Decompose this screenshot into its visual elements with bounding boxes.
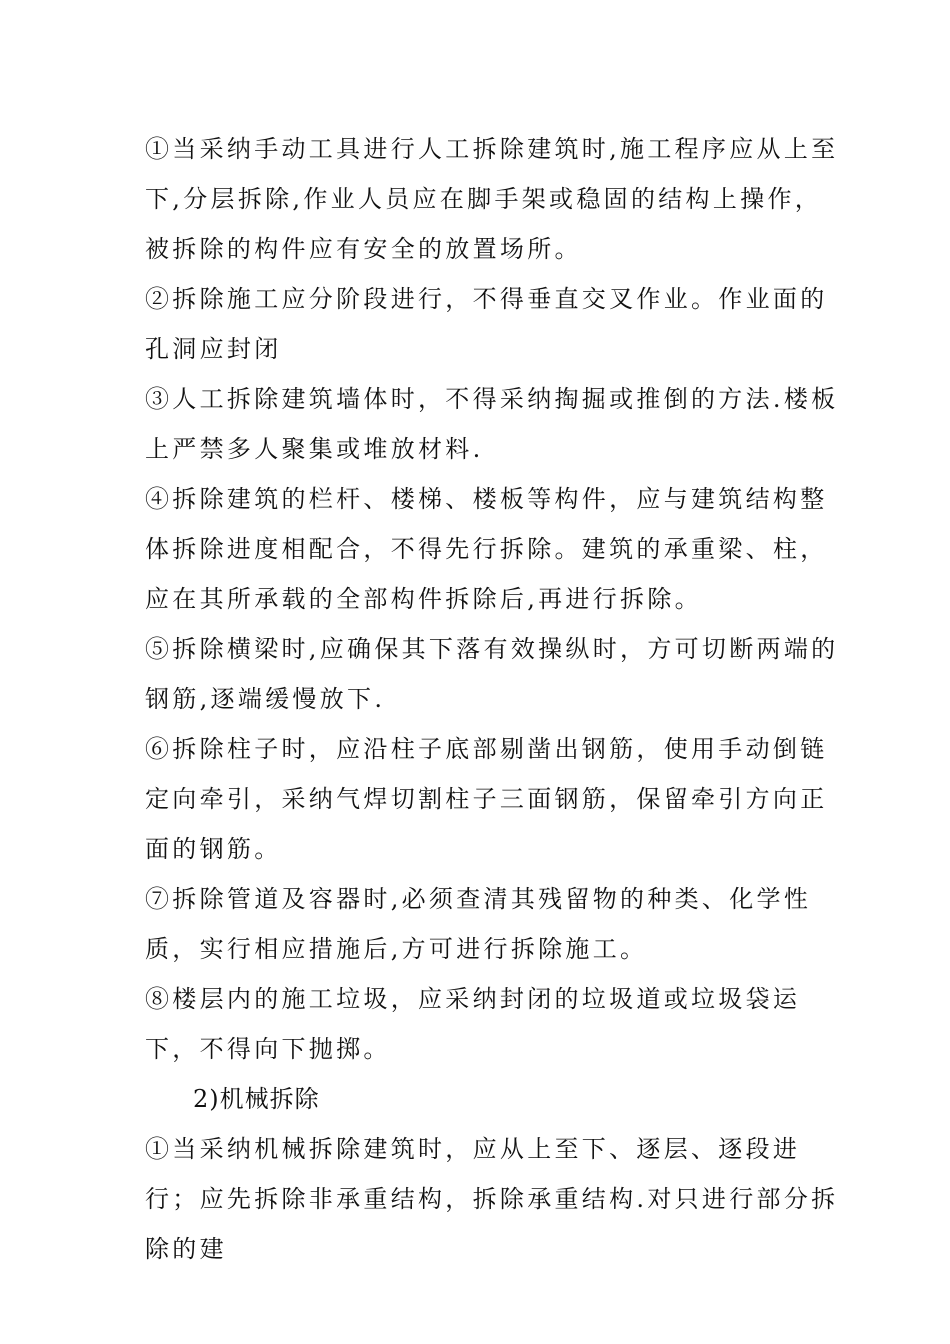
paragraph-7: ⑦拆除管道及容器时,必须查清其残留物的种类、化学性质，实行相应措施后,方可进行拆除施工。 bbox=[145, 885, 812, 963]
paragraph-5: ⑤拆除横梁时,应确保其下落有效操纵时，方可切断两端的钢筋,逐端缓慢放下. bbox=[145, 635, 839, 713]
paragraph-4: ④拆除建筑的栏杆、楼梯、楼板等构件，应与建筑结构整体拆除进度相配合，不得先行拆除。建筑的承重梁、柱，应在其所承载的全部构件拆除后,再进行拆除。 bbox=[145, 485, 828, 613]
section-heading: 2)机械拆除 bbox=[193, 1085, 320, 1113]
section-paragraph-1: ①当采纳机械拆除建筑时，应从上至下、逐层、逐段进行；应先拆除非承重结构，拆除承重结构.对只进行部分拆除的建 bbox=[145, 1135, 839, 1263]
document-body bbox=[145, 124, 845, 1274]
paragraph-2: ②拆除施工应分阶段进行，不得垂直交叉作业。作业面的孔洞应封闭 bbox=[145, 285, 828, 363]
paragraph-8: ⑧楼层内的施工垃圾，应采纳封闭的垃圾道或垃圾袋运下，不得向下抛掷。 bbox=[145, 985, 801, 1063]
paragraph-3: ③人工拆除建筑墙体时，不得采纳掏掘或推倒的方法.楼板上严禁多人聚集或堆放材料. bbox=[145, 385, 839, 463]
paragraph-6: ⑥拆除柱子时，应沿柱子底部剔凿出钢筋，使用手动倒链定向牵引，采纳气焊切割柱子三面钢筋，保留牵引方向正面的钢筋。 bbox=[145, 735, 828, 863]
paragraph-1: ①当采纳手动工具进行人工拆除建筑时,施工程序应从上至下,分层拆除,作业人员应在脚手架或稳固的结构上操作，被拆除的构件应有安全的放置场所。 bbox=[145, 135, 839, 263]
